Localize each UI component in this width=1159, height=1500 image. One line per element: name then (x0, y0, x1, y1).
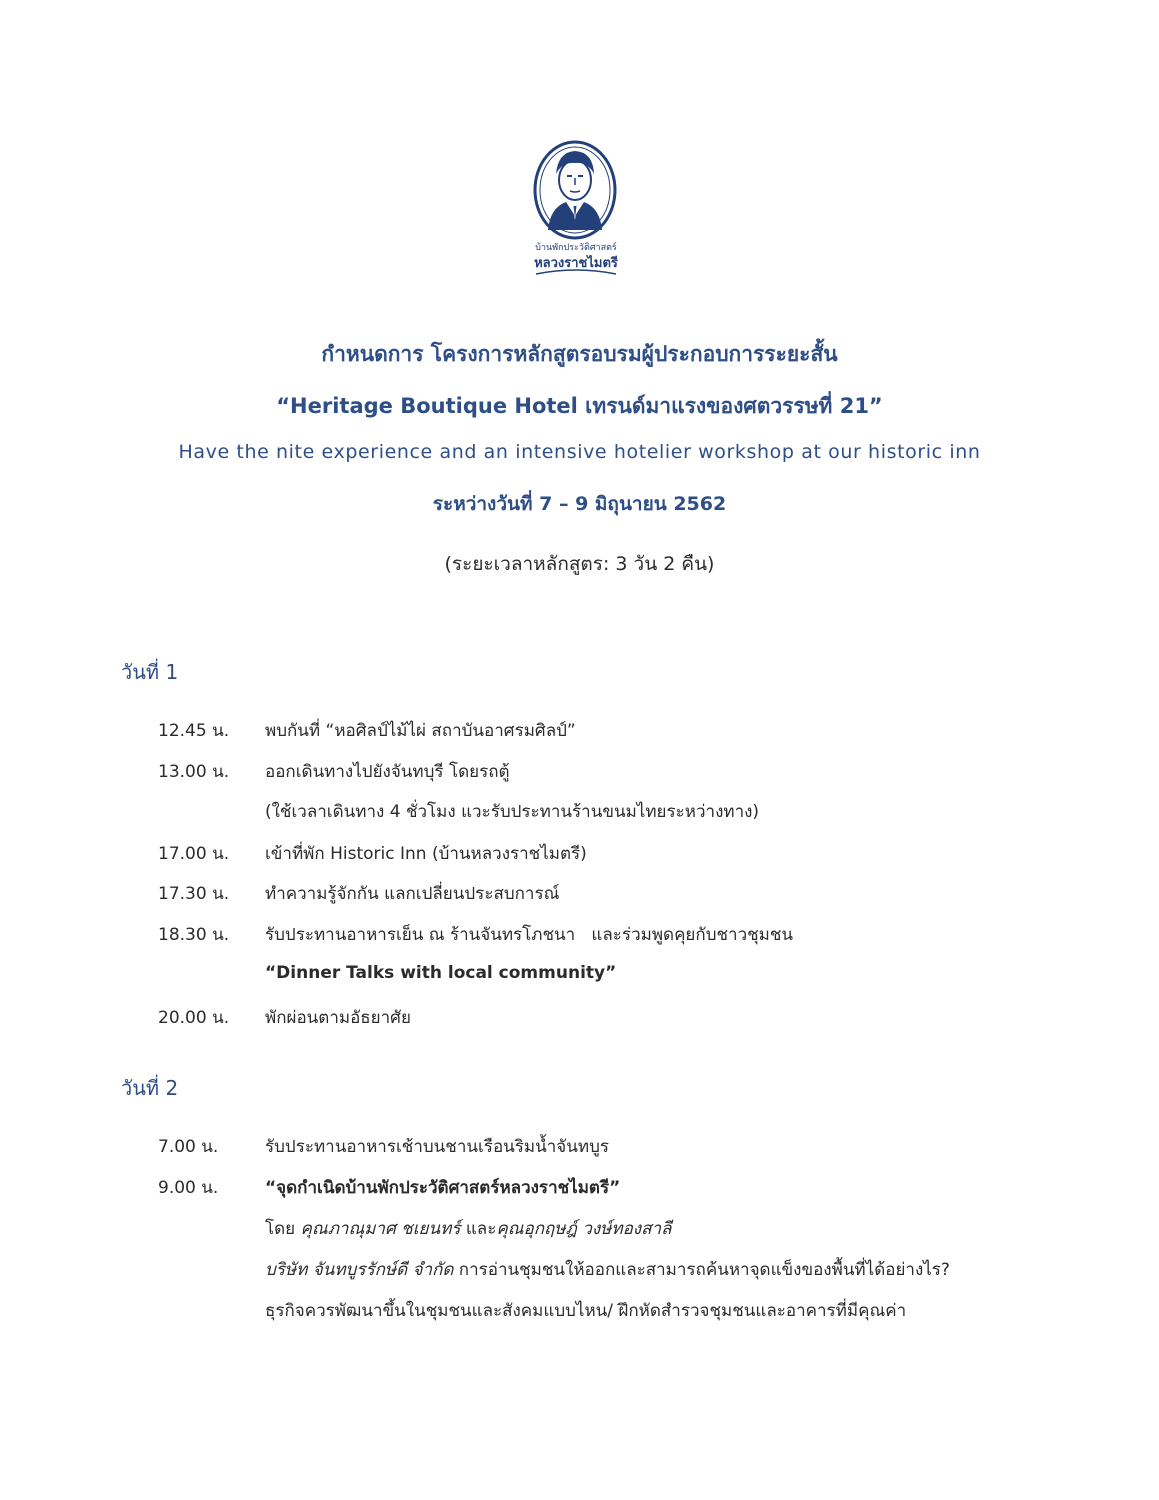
company-name: บริษัท จันทบูรรักษ์ดี จำกัด (265, 1260, 454, 1280)
schedule-row (0, 963, 1159, 993)
company-topic: การอ่านชุมชนให้ออกและสามารถค้นหาจุดแข็งของพื้นที่ได้อย่างไร? (453, 1260, 950, 1280)
schedule-row (0, 798, 1159, 828)
schedule-row (0, 840, 1159, 870)
schedule-row (0, 717, 1159, 747)
schedule-row (0, 1174, 1159, 1204)
schedule-activity: พบกันที่ “หอศิลป์ไม้ไผ่ สถาบันอาศรมศิลป์” (265, 721, 576, 741)
schedule-detail-row (0, 1215, 1159, 1245)
schedule-time: 18.30 น. (158, 925, 230, 945)
company-line (265, 1256, 950, 1283)
schedule-row (0, 758, 1159, 788)
schedule-time: 20.00 น. (158, 1008, 230, 1028)
schedule-detail-row (0, 1297, 1159, 1327)
speaker-name-2: คุณอุกฤษฎ์ วงษ์ทองสาลี (496, 1219, 672, 1239)
schedule-time: 9.00 น. (158, 1178, 219, 1198)
schedule-row (0, 880, 1159, 910)
schedule-activity: (ใช้เวลาเดินทาง 4 ชั่วโมง แวะรับประทานร้านขนมไทยระหว่างทาง) (265, 802, 760, 822)
schedule-activity: พักผ่อนตามอัธยาศัย (265, 1008, 411, 1028)
logo-swash-icon (534, 268, 618, 276)
schedule-time: 13.00 น. (158, 762, 230, 782)
logo-caption-bottom: หลวงราชไมตรี (534, 256, 618, 271)
schedule-row (0, 1133, 1159, 1163)
speakers-line (265, 1215, 671, 1242)
schedule-activity: เข้าที่พัก Historic Inn (บ้านหลวงราชไมตรี) (265, 844, 587, 864)
schedule-detail-row (0, 1256, 1159, 1286)
schedule-row (0, 921, 1159, 951)
speaker-name-1: คุณภาณุมาศ ชเยนทร์ (300, 1219, 461, 1239)
speakers-prefix: โดย (265, 1219, 301, 1239)
program-subtitle: “Heritage Boutique Hotel เทรนด์มาแรงของศตวรรษที่ 21” (276, 394, 883, 418)
speakers-and: และ (460, 1219, 497, 1239)
schedule-activity: รับประทานอาหารเช้าบนชานเรือนริมน้ำจันทบูร (265, 1137, 609, 1157)
schedule-time: 7.00 น. (158, 1137, 219, 1157)
day2-title: วันที่ 2 (121, 1076, 179, 1100)
schedule-activity: “จุดกำเนิดบ้านพักประวัติศาสตร์หลวงราชไมตรี” (265, 1178, 621, 1198)
logo (528, 138, 624, 278)
schedule-activity: ทำความรู้จักกัน แลกเปลี่ยนประสบการณ์ (265, 884, 560, 904)
program-duration: (ระยะเวลาหลักสูตร: 3 วัน 2 คืน) (444, 553, 715, 575)
schedule-row (0, 1004, 1159, 1034)
schedule-activity: ออกเดินทางไปยังจันทบุรี โดยรถตู้ (265, 762, 510, 782)
schedule-time: 12.45 น. (158, 721, 230, 741)
schedule-time: 17.30 น. (158, 884, 230, 904)
topic-line: ธุรกิจควรพัฒนาขึ้นในชุมชนและสังคมแบบไหน/ ฝึกหัดสำรวจชุมชนและอาคารที่มีคุณค่า (265, 1301, 907, 1321)
day1-title: วันที่ 1 (121, 660, 179, 684)
schedule-time: 17.00 น. (158, 844, 230, 864)
program-tagline: Have the nite experience and an intensive hotelier workshop at our historic inn (178, 441, 981, 463)
logo-caption-top: บ้านพักประวัติศาสตร์ (535, 243, 617, 253)
schedule-activity: รับประทานอาหารเย็น ณ ร้านจันทรโภชนา และร่วมพูดคุยกับชาวชุมชน (265, 925, 794, 945)
program-dates: ระหว่างวันที่ 7 – 9 มิถุนายน 2562 (432, 493, 727, 515)
schedule-activity: “Dinner Talks with local community” (265, 963, 617, 983)
program-title: กำหนดการ โครงการหลักสูตรอบรมผู้ประกอบการระยะสั้น (321, 342, 838, 366)
